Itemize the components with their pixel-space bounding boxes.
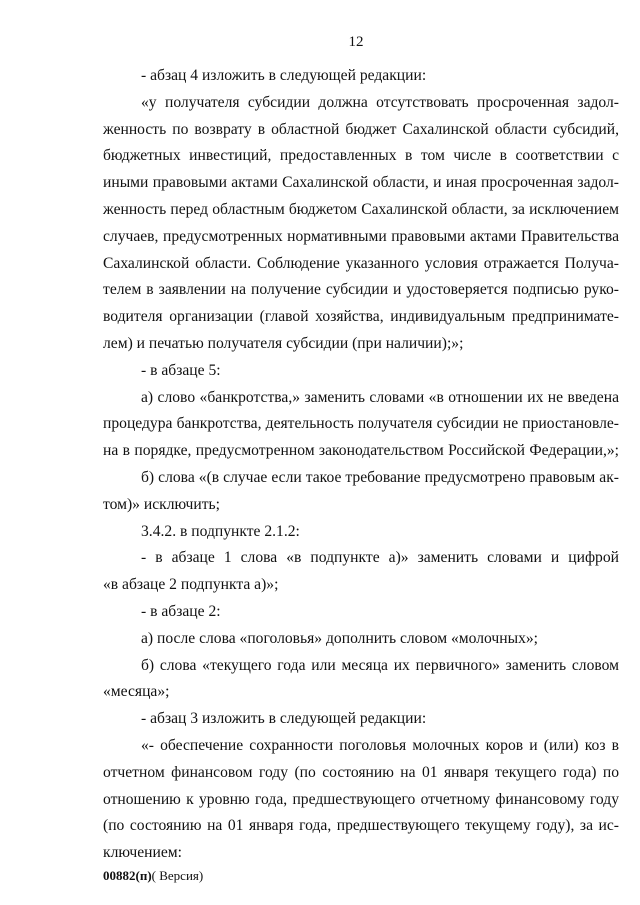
text-line: процедура банкротства, деятельность получателя субсидии не приостановле-: [103, 415, 619, 433]
document-code: 00882(п): [103, 868, 152, 883]
document-body: [103, 63, 619, 867]
text-line: б) слова «(в случае если такое требование предусмотрено правовым ак-: [141, 468, 619, 486]
text-line: отчетном финансовом году (по состоянию на 01 января текущего года) по: [103, 763, 619, 781]
text-line: ключением:: [103, 844, 182, 862]
text-line: б) слова «текущего года или месяца их первичного» заменить словом: [141, 656, 619, 674]
text-line: - в абзаце 2:: [141, 602, 221, 620]
text-line: том)» исключить;: [103, 495, 220, 513]
text-line: водителя организации (главой хозяйства, индивидуальным предпринимате-: [103, 308, 619, 326]
text-line: бюджетных инвестиций, предоставленных в том числе в соответствии с: [103, 147, 619, 165]
page-number: 12: [348, 34, 364, 50]
text-line: - абзац 3 изложить в следующей редакции:: [141, 710, 427, 728]
text-line: телем в заявлении на получение субсидии и удостоверяется подписью руко-: [103, 281, 619, 299]
text-line: случаев, предусмотренных нормативными правовыми актами Правительства: [103, 227, 619, 245]
text-line: отношению к уровню года, предшествующего отчетному финансовому году: [103, 790, 619, 808]
text-line: а) слово «банкротства,» заменить словами «в отношении их не введена: [141, 388, 619, 406]
text-line: - в абзаце 1 слова «в подпункте а)» заменить словами и цифрой: [141, 549, 619, 567]
text-line: - в абзаце 5:: [141, 361, 221, 379]
text-line: «- обеспечение сохранности поголовья молочных коров и (или) коз в: [141, 736, 619, 754]
text-line: - абзац 4 изложить в следующей редакции:: [141, 67, 427, 84]
text-line: 3.4.2. в подпункте 2.1.2:: [141, 522, 300, 540]
text-line: (по состоянию на 01 января года, предшествующего текущему году), за ис-: [103, 817, 619, 835]
text-line: «в абзаце 2 подпункта а)»;: [103, 576, 279, 594]
document-footer: [103, 868, 203, 884]
text-line: лем) и печатью получателя субсидии (при наличии);»;: [103, 334, 464, 352]
text-line: Сахалинской области. Соблюдение указанного условия отражается Получа-: [103, 254, 619, 272]
text-line: на в порядке, предусмотренном законодательством Российской Федерации,»;: [103, 442, 619, 460]
text-line: а) после слова «поголовья» дополнить словом «молочных»;: [141, 629, 539, 647]
text-line: женность перед областным бюджетом Сахалинской области, за исключением: [103, 200, 619, 218]
text-line: женность по возврату в областной бюджет Сахалинской области субсидий,: [103, 120, 619, 138]
text-line: «у получателя субсидии должна отсутствовать просроченная задол-: [141, 93, 619, 111]
document-version: ( Версия): [151, 868, 204, 883]
text-line: «месяца»;: [103, 683, 170, 701]
text-line: иными правовыми актами Сахалинской области, и иная просроченная задол-: [103, 174, 619, 192]
